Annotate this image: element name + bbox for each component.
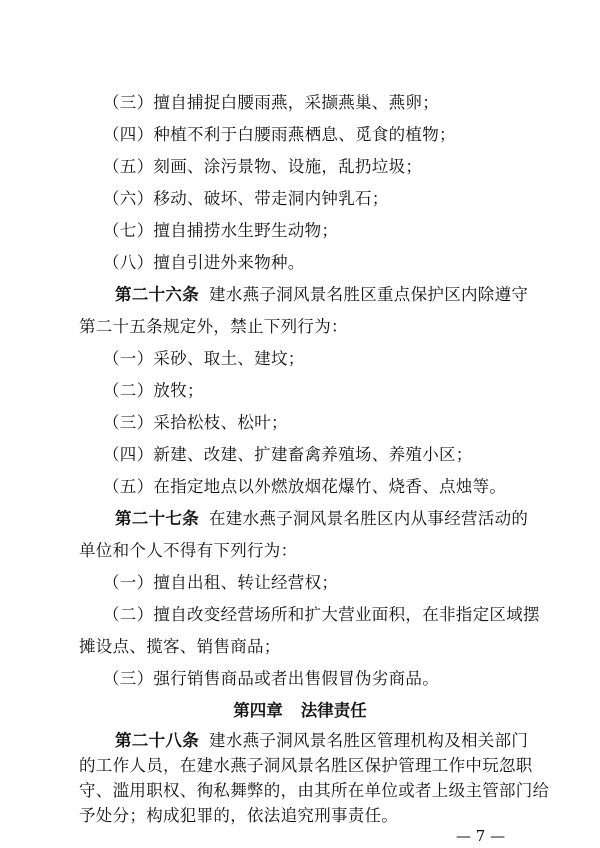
article-28-first-line (115, 731, 528, 751)
article-25-item-5: （五）刻画、涂污景物、设施，乱扔垃圾； (103, 157, 423, 176)
chapter-4-heading (0, 701, 600, 721)
article-25-item-7: （七）擅自捕捞水生野生动物； (103, 221, 339, 240)
page-number: — 7 — (456, 827, 506, 845)
article-28-text: 建水燕子洞风景名胜区管理机构及相关部门 (209, 731, 529, 750)
article-27-second-line: 单位和个人不得有下列行为： (79, 541, 298, 560)
chapter-number: 第四章 (233, 701, 283, 720)
article-26-title: 第二十六条 (115, 285, 199, 304)
article-26-item-1: （一）采砂、取土、建坟； (103, 349, 305, 368)
article-25-item-8: （八）擅自引进外来物种。 (103, 253, 305, 272)
article-26-item-5: （五）在指定地点以外燃放烟花爆竹、烧香、点烛等。 (103, 477, 507, 496)
article-25-item-6: （六）移动、破坏、带走洞内钟乳石； (103, 189, 389, 208)
article-27-item-2-line-1: （二）擅自改变经营场所和扩大营业面积，在非指定区域摆 (103, 605, 540, 624)
article-28-second-line: 的工作人员，在建水燕子洞风景名胜区保护管理工作中玩忽职 (79, 756, 533, 775)
article-27-text: 在建水燕子洞风景名胜区内从事经营活动的 (209, 509, 529, 528)
article-28-third-line: 守、滥用职权、徇私舞弊的，由其所在单位或者上级主管部门给 (79, 781, 550, 800)
article-27-item-1: （一）擅自出租、转让经营权； (103, 573, 339, 592)
article-25-item-4: （四）种植不利于白腰雨燕栖息、觅食的植物； (103, 125, 456, 144)
article-27-item-2-line-2: 摊设点、揽客、销售商品； (79, 637, 281, 656)
article-27-item-3: （三）强行销售商品或者出售假冒伪劣商品。 (103, 669, 439, 688)
article-27-title: 第二十七条 (115, 509, 199, 528)
article-25-item-3: （三）擅自捕捉白腰雨燕，采撷燕巢、燕卵； (103, 93, 439, 112)
article-28-fourth-line: 予处分；构成犯罪的，依法追究刑事责任。 (79, 806, 399, 825)
article-26-text: 建水燕子洞风景名胜区重点保护区内除遵守 (209, 285, 529, 304)
article-26-first-line (115, 285, 528, 305)
article-27-first-line (115, 509, 528, 529)
article-28-title: 第二十八条 (115, 731, 199, 750)
article-26-item-4: （四）新建、改建、扩建畜禽养殖场、养殖小区； (103, 445, 473, 464)
chapter-name: 法律责任 (300, 701, 367, 720)
article-26-second-line: 第二十五条规定外，禁止下列行为： (79, 317, 348, 336)
article-26-item-2: （二）放牧； (103, 381, 204, 400)
article-26-item-3: （三）采拾松枝、松叶； (103, 413, 288, 432)
